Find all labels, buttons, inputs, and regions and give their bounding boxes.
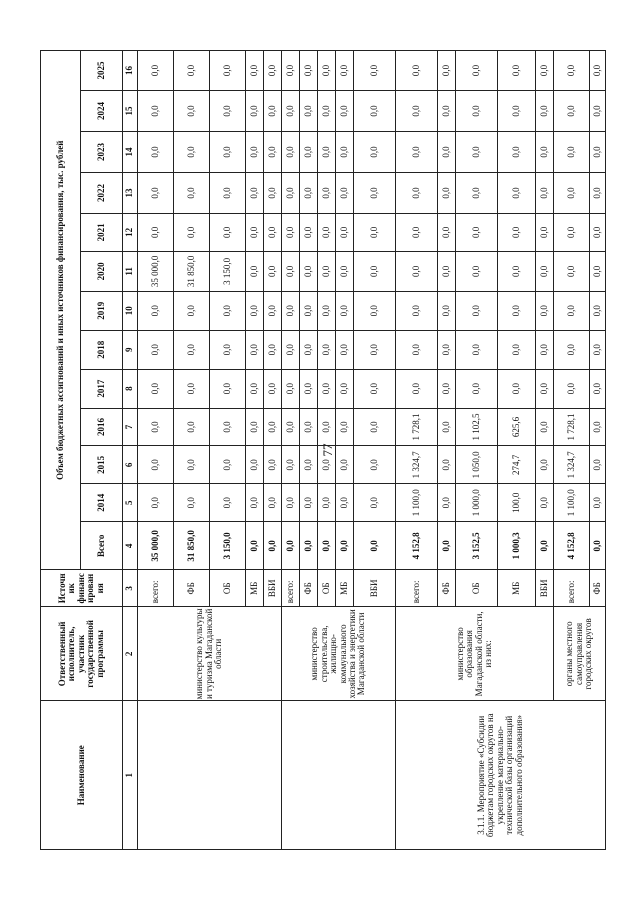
value-cell: 0,0 [174,291,210,330]
value-cell: 0,0 [264,91,282,132]
total-cell: 3 152,5 [456,522,498,570]
value-cell: 0,0 [138,51,174,91]
total-cell: 0,0 [438,522,456,570]
value-cell: 0,0 [174,51,210,91]
source-cell: ОБ [318,570,336,607]
value-cell: 0,0 [210,51,246,91]
column-number: 11 [123,251,138,291]
value-cell: 0,0 [456,291,498,330]
value-cell: 0,0 [590,291,606,330]
total-cell: 0,0 [590,522,606,570]
value-cell: 0,0 [246,173,264,214]
value-cell: 0,0 [590,330,606,369]
column-number: 8 [123,369,138,408]
value-cell: 0,0 [396,330,438,369]
value-cell: 0,0 [554,213,590,251]
value-cell: 0,0 [396,91,438,132]
value-cell: 0,0 [318,91,336,132]
source-cell: ВБИ [264,570,282,607]
value-cell: 0,0 [354,132,396,173]
total-cell: 3 150,0 [210,522,246,570]
value-cell: 1 324,7 [554,446,590,484]
value-cell: 0,0 [590,369,606,408]
value-cell: 0,0 [138,446,174,484]
value-cell: 0,0 [536,213,554,251]
value-cell: 0,0 [354,91,396,132]
value-cell: 0,0 [318,484,336,522]
value-cell: 0,0 [536,51,554,91]
value-cell: 1 100,0 [554,484,590,522]
value-cell: 0,0 [590,132,606,173]
value-cell: 0,0 [336,251,354,291]
value-cell: 0,0 [300,51,318,91]
value-cell: 0,0 [210,132,246,173]
value-cell: 0,0 [396,213,438,251]
value-cell: 0,0 [456,330,498,369]
value-cell: 0,0 [336,330,354,369]
value-cell: 0,0 [354,484,396,522]
total-cell: 0,0 [336,522,354,570]
source-cell: ВБИ [354,570,396,607]
header-year: 2016 [81,408,123,446]
value-cell: 0,0 [354,369,396,408]
value-cell: 0,0 [590,251,606,291]
header-executor: Ответственный исполнитель, участник государственной программы [41,607,123,701]
value-cell: 0,0 [138,213,174,251]
value-cell: 0,0 [554,132,590,173]
value-cell: 0,0 [498,173,536,214]
measure-name [282,701,396,850]
source-cell: ФБ [438,570,456,607]
value-cell: 0,0 [554,91,590,132]
value-cell: 1 050,0 [456,446,498,484]
value-cell: 0,0 [300,173,318,214]
header-year: 2025 [81,51,123,91]
value-cell: 0,0 [438,369,456,408]
value-cell: 0,0 [300,213,318,251]
column-number: 9 [123,330,138,369]
value-cell: 0,0 [300,446,318,484]
value-cell: 0,0 [354,330,396,369]
measure-name: 3.1.1. Мероприятие «Субсидии бюджетам городских округов на укрепление материально-технической базы организаций дополнительного образования» [396,701,606,850]
value-cell: 0,0 [264,51,282,91]
value-cell: 0,0 [210,330,246,369]
column-number: 5 [123,484,138,522]
value-cell: 0,0 [246,330,264,369]
value-cell: 0,0 [336,446,354,484]
value-cell: 0,0 [318,132,336,173]
total-cell: 0,0 [354,522,396,570]
value-cell: 0,0 [210,484,246,522]
value-cell: 0,0 [264,251,282,291]
value-cell: 0,0 [174,369,210,408]
total-cell: 0,0 [300,522,318,570]
value-cell: 0,0 [282,91,300,132]
value-cell: 0,0 [536,484,554,522]
column-number: 6 [123,446,138,484]
value-cell: 0,0 [246,484,264,522]
value-cell: 0,0 [264,484,282,522]
source-cell: всего: [282,570,300,607]
value-cell: 0,0 [282,173,300,214]
value-cell: 0,0 [456,91,498,132]
value-cell: 0,0 [456,132,498,173]
value-cell: 0,0 [138,132,174,173]
column-number: 1 [123,701,138,850]
value-cell: 0,0 [318,213,336,251]
header-year: 2014 [81,484,123,522]
total-cell: 4 152,8 [396,522,438,570]
header-year: 2022 [81,173,123,214]
financing-table [40,50,606,850]
value-cell: 0,0 [554,330,590,369]
total-cell: 0,0 [246,522,264,570]
value-cell: 0,0 [590,173,606,214]
value-cell: 0,0 [456,251,498,291]
value-cell: 0,0 [264,173,282,214]
total-cell: 0,0 [282,522,300,570]
header-name: Наименование [41,701,123,850]
column-number: 16 [123,51,138,91]
value-cell: 0,0 [318,369,336,408]
value-cell: 0,0 [354,408,396,446]
value-cell: 0,0 [498,291,536,330]
value-cell: 0,0 [354,213,396,251]
value-cell: 0,0 [438,251,456,291]
column-number-row [123,51,138,850]
source-cell: ФБ [300,570,318,607]
value-cell: 0,0 [246,369,264,408]
value-cell: 0,0 [554,51,590,91]
value-cell: 0,0 [396,132,438,173]
value-cell: 0,0 [282,132,300,173]
rotated-page [40,50,600,850]
total-cell: 0,0 [536,522,554,570]
value-cell: 0,0 [282,330,300,369]
value-cell: 0,0 [246,446,264,484]
value-cell: 0,0 [554,173,590,214]
value-cell: 0,0 [456,369,498,408]
value-cell: 0,0 [138,408,174,446]
column-number: 14 [123,132,138,173]
value-cell: 0,0 [138,330,174,369]
value-cell: 1 100,0 [396,484,438,522]
value-cell: 31 850,0 [174,251,210,291]
value-cell: 1 728,1 [554,408,590,446]
source-cell: МБ [246,570,264,607]
value-cell: 0,0 [354,446,396,484]
value-cell: 0,0 [300,91,318,132]
value-cell: 0,0 [282,408,300,446]
header-total: Всего [81,522,123,570]
total-cell: 0,0 [264,522,282,570]
value-cell: 0,0 [318,251,336,291]
value-cell: 0,0 [336,132,354,173]
header-year: 2020 [81,251,123,291]
value-cell: 0,0 [264,408,282,446]
source-cell: всего: [396,570,438,607]
value-cell: 0,0 [590,213,606,251]
page-number: 77 [320,443,335,457]
value-cell: 0,0 [282,291,300,330]
value-cell: 0,0 [536,251,554,291]
value-cell: 0,0 [138,484,174,522]
value-cell: 0,0 [456,173,498,214]
value-cell: 0,0 [300,251,318,291]
value-cell: 0,0 [210,291,246,330]
value-cell: 0,0 [590,408,606,446]
column-number: 12 [123,213,138,251]
value-cell: 0,0 [210,91,246,132]
source-cell: всего: [554,570,590,607]
value-cell: 0,0 [318,173,336,214]
total-cell: 31 850,0 [174,522,210,570]
value-cell: 0,0 [498,132,536,173]
value-cell: 0,0 [456,51,498,91]
header-year: 2023 [81,132,123,173]
value-cell: 0,0 [318,446,336,484]
header-year: 2017 [81,369,123,408]
source-cell: ОБ [210,570,246,607]
source-cell: ФБ [174,570,210,607]
executor-name: министерство образования Магаданской области, из них: [396,607,554,701]
column-number: 15 [123,91,138,132]
value-cell: 0,0 [210,408,246,446]
value-cell: 0,0 [246,213,264,251]
value-cell: 0,0 [318,330,336,369]
value-cell: 3 150,0 [210,251,246,291]
header-funding: Объем бюджетных ассигнований и иных источников финансирования, тыс. рублей [41,51,81,570]
value-cell: 0,0 [438,291,456,330]
value-cell: 0,0 [174,132,210,173]
value-cell: 0,0 [174,213,210,251]
source-cell: всего: [138,570,174,607]
total-cell: 0,0 [318,522,336,570]
column-number: 13 [123,173,138,214]
value-cell: 274,7 [498,446,536,484]
value-cell: 0,0 [354,173,396,214]
value-cell: 0,0 [456,213,498,251]
value-cell: 0,0 [336,369,354,408]
value-cell: 0,0 [336,213,354,251]
value-cell: 35 000,0 [138,251,174,291]
value-cell: 0,0 [282,369,300,408]
column-number: 3 [123,570,138,607]
value-cell: 0,0 [354,51,396,91]
value-cell: 0,0 [396,173,438,214]
source-cell: МБ [498,570,536,607]
value-cell: 0,0 [246,251,264,291]
value-cell: 0,0 [264,369,282,408]
value-cell: 0,0 [438,213,456,251]
value-cell: 1 728,1 [396,408,438,446]
value-cell: 0,0 [318,291,336,330]
value-cell: 0,0 [498,91,536,132]
value-cell: 0,0 [438,91,456,132]
measure-name [138,701,282,850]
value-cell: 0,0 [300,484,318,522]
value-cell: 1 102,5 [456,408,498,446]
value-cell: 0,0 [590,484,606,522]
header-source: Источник финансирования [41,570,123,607]
value-cell: 0,0 [438,173,456,214]
value-cell: 0,0 [246,291,264,330]
value-cell: 0,0 [590,51,606,91]
value-cell: 0,0 [336,408,354,446]
value-cell: 0,0 [438,446,456,484]
source-cell: ОБ [456,570,498,607]
value-cell: 0,0 [536,369,554,408]
value-cell: 0,0 [336,173,354,214]
value-cell: 0,0 [354,291,396,330]
value-cell: 0,0 [438,330,456,369]
column-number: 10 [123,291,138,330]
value-cell: 0,0 [536,408,554,446]
executor-name: органы местного самоуправления городских округов [554,607,606,701]
table-row [282,51,300,850]
value-cell: 0,0 [138,291,174,330]
value-cell: 0,0 [300,369,318,408]
value-cell: 0,0 [174,91,210,132]
value-cell: 0,0 [554,369,590,408]
value-cell: 1 000,0 [456,484,498,522]
value-cell: 0,0 [590,446,606,484]
header-year: 2018 [81,330,123,369]
value-cell: 0,0 [396,51,438,91]
value-cell: 0,0 [536,173,554,214]
value-cell: 0,0 [336,484,354,522]
value-cell: 0,0 [396,291,438,330]
value-cell: 0,0 [264,330,282,369]
value-cell: 0,0 [438,132,456,173]
value-cell: 0,0 [536,330,554,369]
value-cell: 0,0 [438,408,456,446]
value-cell: 0,0 [300,132,318,173]
table-row [396,51,438,850]
value-cell: 0,0 [264,213,282,251]
value-cell: 0,0 [498,51,536,91]
value-cell: 0,0 [174,330,210,369]
value-cell: 0,0 [536,291,554,330]
value-cell: 625,6 [498,408,536,446]
value-cell: 0,0 [174,173,210,214]
value-cell: 0,0 [210,173,246,214]
header-year: 2015 [81,446,123,484]
value-cell: 0,0 [264,291,282,330]
value-cell: 100,0 [498,484,536,522]
column-number: 2 [123,607,138,701]
value-cell: 0,0 [282,446,300,484]
value-cell: 0,0 [282,213,300,251]
value-cell: 1 324,7 [396,446,438,484]
value-cell: 0,0 [210,446,246,484]
value-cell: 0,0 [174,408,210,446]
value-cell: 0,0 [438,51,456,91]
value-cell: 0,0 [498,213,536,251]
header-row [41,51,81,850]
value-cell: 0,0 [336,291,354,330]
table-row [138,51,174,850]
value-cell: 0,0 [318,408,336,446]
value-cell: 0,0 [590,91,606,132]
value-cell: 0,0 [498,369,536,408]
header-year: 2019 [81,291,123,330]
source-cell: МБ [336,570,354,607]
value-cell: 0,0 [300,408,318,446]
value-cell: 0,0 [264,446,282,484]
executor-name: министерство культуры и туризма Магаданской области [138,607,282,701]
value-cell: 0,0 [536,91,554,132]
value-cell: 0,0 [174,484,210,522]
value-cell: 0,0 [318,51,336,91]
value-cell: 0,0 [536,446,554,484]
value-cell: 0,0 [354,251,396,291]
value-cell: 0,0 [336,91,354,132]
value-cell: 0,0 [282,51,300,91]
value-cell: 0,0 [246,132,264,173]
value-cell: 0,0 [246,91,264,132]
column-number: 4 [123,522,138,570]
value-cell: 0,0 [246,51,264,91]
value-cell: 0,0 [282,251,300,291]
header-year: 2021 [81,213,123,251]
value-cell: 0,0 [554,291,590,330]
column-number: 7 [123,408,138,446]
value-cell: 0,0 [396,251,438,291]
value-cell: 0,0 [554,251,590,291]
value-cell: 0,0 [138,369,174,408]
value-cell: 0,0 [246,408,264,446]
value-cell: 0,0 [498,251,536,291]
total-cell: 4 152,8 [554,522,590,570]
value-cell: 0,0 [174,446,210,484]
source-cell: ФБ [590,570,606,607]
value-cell: 0,0 [536,132,554,173]
value-cell: 0,0 [396,369,438,408]
total-cell: 35 000,0 [138,522,174,570]
value-cell: 0,0 [438,484,456,522]
value-cell: 0,0 [498,330,536,369]
value-cell: 0,0 [138,91,174,132]
value-cell: 0,0 [138,173,174,214]
value-cell: 0,0 [264,132,282,173]
value-cell: 0,0 [210,213,246,251]
executor-name: министерство строительства, жилищно-коммунального хозяйства и энергетики Магаданской области [282,607,396,701]
value-cell: 0,0 [210,369,246,408]
value-cell: 0,0 [282,484,300,522]
value-cell: 0,0 [300,330,318,369]
value-cell: 0,0 [300,291,318,330]
source-cell: ВБИ [536,570,554,607]
value-cell: 0,0 [336,51,354,91]
header-year: 2024 [81,91,123,132]
total-cell: 1 000,3 [498,522,536,570]
